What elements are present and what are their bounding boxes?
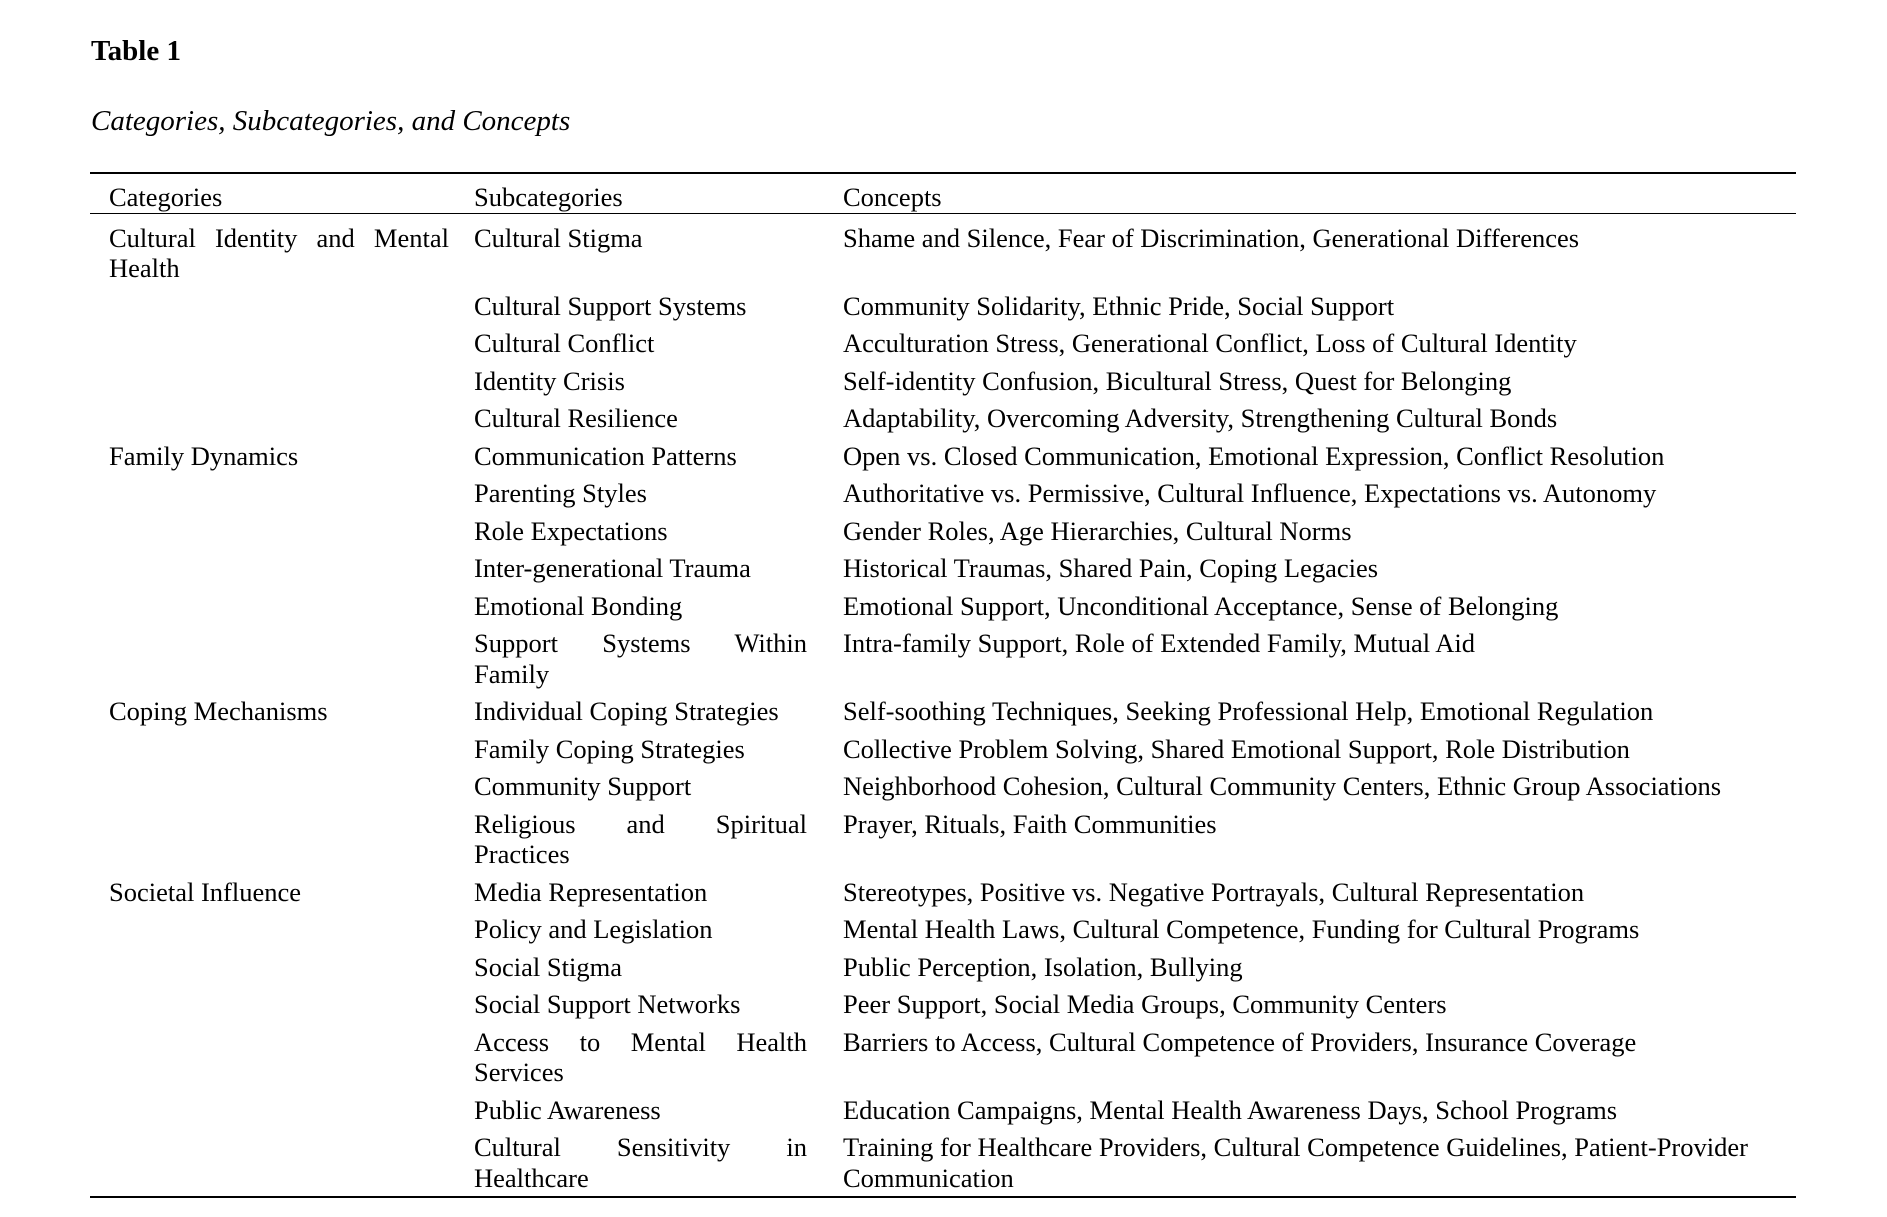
cell-subcategory: Cultural Support Systems <box>474 290 747 321</box>
table-header <box>90 173 1796 213</box>
table-row <box>90 291 1796 329</box>
cell-concepts: Intra-family Support, Role of Extended Family, Mutual Aid <box>843 628 1475 658</box>
cell-category: Societal Influence <box>109 876 302 907</box>
cell-category <box>90 291 463 329</box>
cell-concepts: Collective Problem Solving, Shared Emotional Support, Role Distribution <box>843 733 1630 764</box>
cell-concepts: Emotional Support, Unconditional Acceptance, Sense of Belonging <box>843 590 1559 621</box>
cell-subcategory: Policy and Legislation <box>474 914 713 944</box>
cell-category <box>90 1132 463 1197</box>
table-row <box>90 441 1796 479</box>
table-row <box>90 696 1796 734</box>
cell-concepts: Education Campaigns, Mental Health Awareness Days, School Programs <box>843 1094 1618 1125</box>
cell-subcategory: Cultural Resilience <box>474 403 678 433</box>
table-row <box>90 1095 1796 1133</box>
cell-category <box>90 328 463 366</box>
table-row <box>90 403 1796 441</box>
cell-subcategory: Inter-generational Trauma <box>474 553 751 583</box>
cell-subcategory: Family Coping Strategies <box>474 733 745 764</box>
table-row <box>90 591 1796 629</box>
cell-subcategory: Identity Crisis <box>474 365 625 396</box>
cell-category <box>90 952 463 990</box>
cell-concepts: Prayer, Rituals, Faith Communities <box>843 808 1217 839</box>
table-caption: Categories, Subcategories, and Concepts <box>91 105 571 137</box>
cell-concepts: Public Perception, Isolation, Bullying <box>843 951 1243 982</box>
cell-category <box>90 989 463 1027</box>
cell-concepts: Community Solidarity, Ethnic Pride, Social Support <box>843 290 1395 321</box>
cell-subcategory: Individual Coping Strategies <box>474 696 779 726</box>
cell-category: Family Dynamics <box>109 440 299 471</box>
header-categories: Categories <box>90 173 463 213</box>
cell-concepts: Gender Roles, Age Hierarchies, Cultural Norms <box>843 515 1352 546</box>
cell-concepts: Self-identity Confusion, Bicultural Stress, Quest for Belonging <box>843 365 1512 396</box>
cell-concepts: Authoritative vs. Permissive, Cultural Influence, Expectations vs. Autonomy <box>843 478 1657 508</box>
table-row <box>90 877 1796 915</box>
cell-subcategory: Social Stigma <box>474 951 622 982</box>
cell-category <box>90 771 463 809</box>
cell-category <box>90 403 463 441</box>
cell-category <box>90 553 463 591</box>
categories-table <box>90 172 1796 1198</box>
cell-concepts: Historical Traumas, Shared Pain, Coping Legacies <box>843 553 1379 583</box>
header-concepts: Concepts <box>825 173 1796 213</box>
table-row <box>90 771 1796 809</box>
table-row <box>90 952 1796 990</box>
table-row <box>90 328 1796 366</box>
cell-subcategory: Parenting Styles <box>474 478 647 508</box>
cell-category: Cultural Identity and Mental Health <box>109 222 449 283</box>
cell-subcategory: Role Expectations <box>474 515 668 546</box>
cell-subcategory: Emotional Bonding <box>474 590 683 621</box>
cell-subcategory: Media Representation <box>474 876 708 907</box>
table-body <box>90 213 1796 1197</box>
header-row <box>90 173 1796 213</box>
cell-category <box>90 809 463 877</box>
cell-category <box>90 914 463 952</box>
table-row <box>90 1132 1796 1197</box>
cell-subcategory: Support Systems Within Family <box>474 628 807 689</box>
cell-concepts: Adaptability, Overcoming Adversity, Strengthening Cultural Bonds <box>843 403 1558 433</box>
table-number: Table 1 <box>91 35 181 67</box>
cell-concepts: Neighborhood Cohesion, Cultural Community Centers, Ethnic Group Associations <box>843 771 1722 801</box>
cell-category <box>90 516 463 554</box>
cell-category <box>90 591 463 629</box>
cell-subcategory: Communication Patterns <box>474 440 737 471</box>
cell-concepts: Mental Health Laws, Cultural Competence, Funding for Cultural Programs <box>843 914 1640 944</box>
table-row <box>90 516 1796 554</box>
cell-category <box>90 734 463 772</box>
cell-category <box>90 1027 463 1095</box>
cell-subcategory: Cultural Stigma <box>474 222 643 253</box>
table-row <box>90 989 1796 1027</box>
table-row <box>90 734 1796 772</box>
table-row <box>90 553 1796 591</box>
header-subcategories: Subcategories <box>463 173 825 213</box>
cell-category <box>90 628 463 696</box>
cell-subcategory: Access to Mental Health Services <box>474 1026 807 1087</box>
table-row <box>90 1027 1796 1095</box>
cell-concepts: Self-soothing Techniques, Seeking Professional Help, Emotional Regulation <box>843 696 1654 726</box>
table-row <box>90 366 1796 404</box>
cell-subcategory: Cultural Conflict <box>474 328 655 358</box>
cell-concepts: Stereotypes, Positive vs. Negative Portrayals, Cultural Representation <box>843 876 1585 907</box>
cell-concepts: Training for Healthcare Providers, Cultural Competence Guidelines, Patient-Provider Communication <box>843 1132 1748 1193</box>
cell-concepts: Peer Support, Social Media Groups, Community Centers <box>843 989 1447 1019</box>
table-row <box>90 914 1796 952</box>
cell-subcategory: Religious and Spiritual Practices <box>474 808 807 869</box>
cell-subcategory: Social Support Networks <box>474 989 741 1019</box>
cell-subcategory: Cultural Sensitivity in Healthcare <box>474 1132 807 1193</box>
cell-concepts: Barriers to Access, Cultural Competence of Providers, Insurance Coverage <box>843 1026 1637 1057</box>
table-row <box>90 809 1796 877</box>
cell-category <box>90 366 463 404</box>
cell-concepts: Acculturation Stress, Generational Conflict, Loss of Cultural Identity <box>843 328 1577 358</box>
cell-subcategory: Public Awareness <box>474 1094 661 1125</box>
cell-subcategory: Community Support <box>474 771 692 801</box>
cell-category <box>90 1095 463 1133</box>
cell-concepts: Open vs. Closed Communication, Emotional Expression, Conflict Resolution <box>843 440 1665 471</box>
table-row <box>90 628 1796 696</box>
table-row <box>90 213 1796 291</box>
cell-category: Coping Mechanisms <box>109 696 328 726</box>
cell-category <box>90 478 463 516</box>
table-row <box>90 478 1796 516</box>
cell-concepts: Shame and Silence, Fear of Discrimination, Generational Differences <box>843 222 1580 253</box>
